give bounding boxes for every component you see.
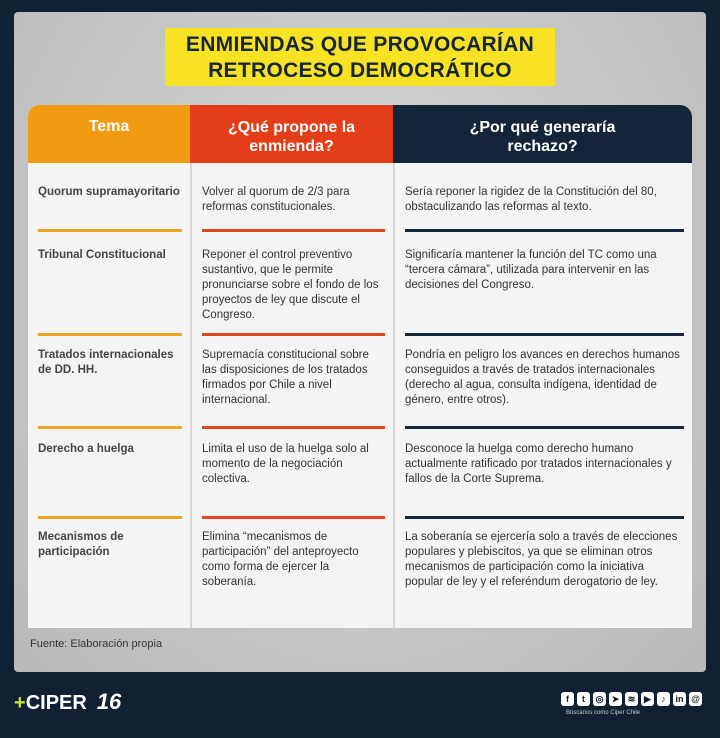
source-note: Fuente: Elaboración propia xyxy=(30,638,163,650)
cell-rechazo: Sería reponer la rigidez de la Constitución del 80, obstaculizando las reformas al texto. xyxy=(405,186,657,213)
cell-rechazo: Significaría mantener la función del TC como una “tercera cámara”, utilizada para intervenir en las decisiones del Congreso. xyxy=(405,249,657,291)
social-icons xyxy=(561,692,702,706)
linkedin-icon[interactable]: in xyxy=(673,692,686,706)
cell-propone: Reponer el control preventivo sustantivo, que le permite pronunciarse sobre el fondo de los proyectos de ley que discute el Congreso. xyxy=(202,249,379,321)
row-divider xyxy=(38,333,182,336)
table-header xyxy=(28,105,692,163)
page-title xyxy=(165,28,555,86)
cell-tema: Tribunal Constitucional xyxy=(38,249,166,261)
cell-tema: Mecanismos de participación xyxy=(38,531,124,558)
column-rechazo xyxy=(393,163,692,628)
title-line-2: RETROCESO DEMOCRÁTICO xyxy=(208,59,512,82)
row-divider xyxy=(405,229,684,232)
cell-tema: Derecho a huelga xyxy=(38,443,134,455)
row-divider xyxy=(38,426,182,429)
row-divider xyxy=(405,516,684,519)
cell-propone: Supremacía constitucional sobre las disposiciones de los tratados firmados por Chile a nivel internacional. xyxy=(202,349,369,406)
header-rechazo: ¿Por qué generaría rechazo? xyxy=(393,105,692,163)
youtube-icon[interactable]: ▶ xyxy=(641,692,654,706)
cell-rechazo: Pondría en peligro los avances en derechos humanos conseguidos a través de tratados internacionales (derecho al agua, consulta indígena, identidad de género, entre otros). xyxy=(405,349,680,406)
title-line-1: ENMIENDAS QUE PROVOCARÍAN xyxy=(185,33,535,56)
spotify-icon[interactable]: ≋ xyxy=(625,692,638,706)
amendments-table xyxy=(28,105,692,628)
row-divider xyxy=(38,229,182,232)
column-propone xyxy=(190,163,393,628)
row-divider xyxy=(202,426,385,429)
social-tagline: Búscanos como Ciper Chile xyxy=(565,710,640,716)
cell-propone: Volver al quorum de 2/3 para reformas constitucionales. xyxy=(202,186,350,213)
row-divider xyxy=(405,426,684,429)
table-body xyxy=(28,163,692,628)
tiktok-icon[interactable]: ♪ xyxy=(657,692,670,706)
twitter-icon[interactable]: t xyxy=(577,692,590,706)
cell-propone: Elimina “mecanismos de participación” del anteproyecto como forma de ejercer la soberanía. xyxy=(202,531,359,588)
facebook-icon[interactable]: f xyxy=(561,692,574,706)
cell-tema: Tratados internacionales de DD. HH. xyxy=(38,349,174,376)
ciper-logo: +CIPER 16 xyxy=(14,689,122,714)
header-tema: Tema xyxy=(28,105,190,163)
row-divider xyxy=(202,229,385,232)
telegram-icon[interactable]: ➤ xyxy=(609,692,622,706)
threads-icon[interactable]: @ xyxy=(689,692,702,706)
row-divider xyxy=(202,516,385,519)
cell-tema: Quorum supramayoritario xyxy=(38,186,180,198)
cell-rechazo: Desconoce la huelga como derecho humano actualmente ratificado por tratados internacionales y fallos de la Corte Suprema. xyxy=(405,443,672,485)
instagram-icon[interactable]: ◎ xyxy=(593,692,606,706)
row-divider xyxy=(202,333,385,336)
cell-rechazo: La soberanía se ejercería solo a través de elecciones populares y plebiscitos, ya que se eliminan otros mecanismos de participación como la iniciativa popular de ley y el referéndum derogatorio de ley. xyxy=(405,531,678,588)
cell-propone: Limita el uso de la huelga solo al momento de la negociación colectiva. xyxy=(202,443,369,485)
column-tema xyxy=(28,163,190,628)
row-divider xyxy=(38,516,182,519)
header-propone: ¿Qué propone la enmienda? xyxy=(190,105,393,163)
row-divider xyxy=(405,333,684,336)
